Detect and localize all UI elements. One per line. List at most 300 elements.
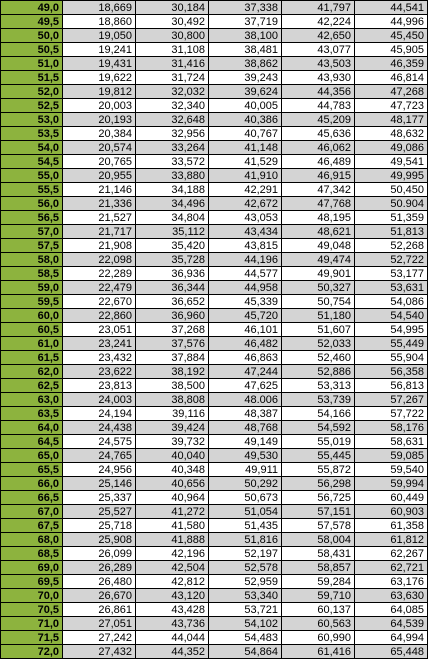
table-row	[1, 505, 428, 519]
value-cell: 41,910	[209, 169, 282, 183]
value-cell: 39,732	[136, 435, 209, 449]
value-cell: 49,086	[355, 141, 428, 155]
value-cell: 37,338	[209, 1, 282, 15]
value-cell: 44,044	[136, 631, 209, 645]
value-cell: 52,959	[209, 575, 282, 589]
value-cell: 36,936	[136, 267, 209, 281]
value-cell: 51,359	[355, 211, 428, 225]
row-key-cell: 49,0	[1, 1, 63, 15]
value-cell: 64,994	[355, 631, 428, 645]
value-cell: 44,352	[136, 645, 209, 659]
value-cell: 20,955	[63, 169, 136, 183]
value-cell: 51,607	[282, 323, 355, 337]
row-key-cell: 67,5	[1, 519, 63, 533]
table-row	[1, 393, 428, 407]
value-cell: 52,722	[355, 253, 428, 267]
value-cell: 20,384	[63, 127, 136, 141]
value-cell: 41,797	[282, 1, 355, 15]
value-cell: 51,435	[209, 519, 282, 533]
value-cell: 58,431	[282, 547, 355, 561]
value-cell: 46,489	[282, 155, 355, 169]
row-key-cell: 56,0	[1, 197, 63, 211]
value-cell: 43,930	[282, 71, 355, 85]
value-cell: 24,438	[63, 421, 136, 435]
value-cell: 34,188	[136, 183, 209, 197]
table-row	[1, 155, 428, 169]
row-key-cell: 60,5	[1, 323, 63, 337]
value-cell: 53,631	[355, 281, 428, 295]
conversion-table-body	[1, 1, 428, 659]
value-cell: 48,387	[209, 407, 282, 421]
value-cell: 56,813	[355, 379, 428, 393]
value-cell: 54,864	[209, 645, 282, 659]
value-cell: 55,445	[282, 449, 355, 463]
row-key-cell: 52,0	[1, 85, 63, 99]
table-row	[1, 141, 428, 155]
value-cell: 51,813	[355, 225, 428, 239]
table-row	[1, 435, 428, 449]
value-cell: 57,722	[355, 407, 428, 421]
row-key-cell: 67,0	[1, 505, 63, 519]
value-cell: 40,386	[209, 113, 282, 127]
row-key-cell: 72,0	[1, 645, 63, 659]
value-cell: 55,904	[355, 351, 428, 365]
row-key-cell: 55,5	[1, 183, 63, 197]
value-cell: 42,650	[282, 29, 355, 43]
value-cell: 41,888	[136, 533, 209, 547]
value-cell: 24,956	[63, 463, 136, 477]
value-cell: 20,193	[63, 113, 136, 127]
value-cell: 19,622	[63, 71, 136, 85]
value-cell: 44,577	[209, 267, 282, 281]
row-key-cell: 70,5	[1, 603, 63, 617]
value-cell: 46,482	[209, 337, 282, 351]
row-key-cell: 54,0	[1, 141, 63, 155]
value-cell: 50,673	[209, 491, 282, 505]
table-row	[1, 29, 428, 43]
table-row	[1, 99, 428, 113]
value-cell: 37,719	[209, 15, 282, 29]
row-key-cell: 52,5	[1, 99, 63, 113]
table-row	[1, 519, 428, 533]
value-cell: 47,244	[209, 365, 282, 379]
value-cell: 49,474	[282, 253, 355, 267]
value-cell: 35,728	[136, 253, 209, 267]
value-cell: 51,816	[209, 533, 282, 547]
row-key-cell: 65,0	[1, 449, 63, 463]
value-cell: 38,481	[209, 43, 282, 57]
value-cell: 20,574	[63, 141, 136, 155]
value-cell: 45,720	[209, 309, 282, 323]
value-cell: 30,800	[136, 29, 209, 43]
row-key-cell: 64,0	[1, 421, 63, 435]
table-row	[1, 309, 428, 323]
value-cell: 48,195	[282, 211, 355, 225]
value-cell: 40,656	[136, 477, 209, 491]
row-key-cell: 70,0	[1, 589, 63, 603]
row-key-cell: 71,0	[1, 617, 63, 631]
value-cell: 54,483	[209, 631, 282, 645]
value-cell: 60,449	[355, 491, 428, 505]
table-row	[1, 15, 428, 29]
table-row	[1, 113, 428, 127]
value-cell: 58,176	[355, 421, 428, 435]
row-key-cell: 59,5	[1, 295, 63, 309]
value-cell: 21,527	[63, 211, 136, 225]
row-key-cell: 69,0	[1, 561, 63, 575]
row-key-cell: 68,0	[1, 533, 63, 547]
row-key-cell: 53,5	[1, 127, 63, 141]
value-cell: 21,146	[63, 183, 136, 197]
value-cell: 56,298	[282, 477, 355, 491]
value-cell: 64,539	[355, 617, 428, 631]
value-cell: 27,432	[63, 645, 136, 659]
row-key-cell: 54,5	[1, 155, 63, 169]
row-key-cell: 61,0	[1, 337, 63, 351]
value-cell: 44,196	[209, 253, 282, 267]
value-cell: 26,480	[63, 575, 136, 589]
row-key-cell: 57,0	[1, 225, 63, 239]
value-cell: 59,710	[282, 589, 355, 603]
table-row	[1, 239, 428, 253]
value-cell: 36,960	[136, 309, 209, 323]
value-cell: 20,003	[63, 99, 136, 113]
value-cell: 34,804	[136, 211, 209, 225]
value-cell: 57,267	[355, 393, 428, 407]
value-cell: 25,337	[63, 491, 136, 505]
value-cell: 22,479	[63, 281, 136, 295]
table-row	[1, 449, 428, 463]
value-cell: 43,815	[209, 239, 282, 253]
row-key-cell: 63,5	[1, 407, 63, 421]
value-cell: 43,736	[136, 617, 209, 631]
value-cell: 49,911	[209, 463, 282, 477]
row-key-cell: 49,5	[1, 15, 63, 29]
value-cell: 52,578	[209, 561, 282, 575]
value-cell: 46,863	[209, 351, 282, 365]
table-row	[1, 323, 428, 337]
value-cell: 59,540	[355, 463, 428, 477]
value-cell: 22,098	[63, 253, 136, 267]
value-cell: 46,359	[355, 57, 428, 71]
row-key-cell: 60,0	[1, 309, 63, 323]
value-cell: 50.904	[355, 197, 428, 211]
value-cell: 38,192	[136, 365, 209, 379]
value-cell: 39,624	[209, 85, 282, 99]
table-row	[1, 477, 428, 491]
value-cell: 62,721	[355, 561, 428, 575]
row-key-cell: 66,5	[1, 491, 63, 505]
table-row	[1, 463, 428, 477]
value-cell: 42,672	[209, 197, 282, 211]
table-row	[1, 183, 428, 197]
row-key-cell: 51,0	[1, 57, 63, 71]
value-cell: 39,116	[136, 407, 209, 421]
value-cell: 43,120	[136, 589, 209, 603]
value-cell: 19,812	[63, 85, 136, 99]
value-cell: 63,630	[355, 589, 428, 603]
table-row	[1, 379, 428, 393]
value-cell: 38,808	[136, 393, 209, 407]
value-cell: 52,197	[209, 547, 282, 561]
value-cell: 41,148	[209, 141, 282, 155]
table-row	[1, 491, 428, 505]
table-row	[1, 365, 428, 379]
table-row	[1, 71, 428, 85]
value-cell: 44,783	[282, 99, 355, 113]
value-cell: 59,994	[355, 477, 428, 491]
table-row	[1, 127, 428, 141]
value-cell: 46,814	[355, 71, 428, 85]
row-key-cell: 57,5	[1, 239, 63, 253]
value-cell: 53,313	[282, 379, 355, 393]
value-cell: 41,580	[136, 519, 209, 533]
value-cell: 46,915	[282, 169, 355, 183]
row-key-cell: 59,0	[1, 281, 63, 295]
value-cell: 41,272	[136, 505, 209, 519]
table-row	[1, 57, 428, 71]
row-key-cell: 66,0	[1, 477, 63, 491]
value-cell: 36,652	[136, 295, 209, 309]
value-cell: 43,434	[209, 225, 282, 239]
value-cell: 45,339	[209, 295, 282, 309]
row-key-cell: 56,5	[1, 211, 63, 225]
value-cell: 40,348	[136, 463, 209, 477]
value-cell: 50,754	[282, 295, 355, 309]
value-cell: 42,224	[282, 15, 355, 29]
table-row	[1, 617, 428, 631]
value-cell: 45,450	[355, 29, 428, 43]
table-row	[1, 43, 428, 57]
value-cell: 44,356	[282, 85, 355, 99]
value-cell: 42,504	[136, 561, 209, 575]
value-cell: 48.006	[209, 393, 282, 407]
table-row	[1, 603, 428, 617]
value-cell: 56,725	[282, 491, 355, 505]
value-cell: 23,241	[63, 337, 136, 351]
row-key-cell: 50,5	[1, 43, 63, 57]
value-cell: 53,340	[209, 589, 282, 603]
row-key-cell: 65,5	[1, 463, 63, 477]
value-cell: 55,449	[355, 337, 428, 351]
value-cell: 59,284	[282, 575, 355, 589]
value-cell: 33,264	[136, 141, 209, 155]
value-cell: 61,812	[355, 533, 428, 547]
value-cell: 54,540	[355, 309, 428, 323]
table-row	[1, 421, 428, 435]
value-cell: 31,108	[136, 43, 209, 57]
value-cell: 25,146	[63, 477, 136, 491]
row-key-cell: 50,0	[1, 29, 63, 43]
table-row	[1, 589, 428, 603]
table-row	[1, 85, 428, 99]
value-cell: 55,019	[282, 435, 355, 449]
value-cell: 64,085	[355, 603, 428, 617]
table-row	[1, 575, 428, 589]
row-key-cell: 71,5	[1, 631, 63, 645]
value-cell: 22,289	[63, 267, 136, 281]
value-cell: 47,768	[282, 197, 355, 211]
value-cell: 43,077	[282, 43, 355, 57]
value-cell: 38,500	[136, 379, 209, 393]
value-cell: 49,149	[209, 435, 282, 449]
value-cell: 42,291	[209, 183, 282, 197]
row-key-cell: 51,5	[1, 71, 63, 85]
value-cell: 37,884	[136, 351, 209, 365]
table-row	[1, 561, 428, 575]
value-cell: 53,721	[209, 603, 282, 617]
value-cell: 21,908	[63, 239, 136, 253]
value-cell: 52,460	[282, 351, 355, 365]
table-row	[1, 253, 428, 267]
table-row	[1, 1, 428, 15]
value-cell: 24,003	[63, 393, 136, 407]
value-cell: 32,956	[136, 127, 209, 141]
value-cell: 49,530	[209, 449, 282, 463]
value-cell: 57,151	[282, 505, 355, 519]
table-row	[1, 645, 428, 659]
value-cell: 25,718	[63, 519, 136, 533]
value-cell: 24,765	[63, 449, 136, 463]
value-cell: 24,575	[63, 435, 136, 449]
value-cell: 43,428	[136, 603, 209, 617]
table-row	[1, 225, 428, 239]
value-cell: 37,268	[136, 323, 209, 337]
value-cell: 42,196	[136, 547, 209, 561]
value-cell: 63,176	[355, 575, 428, 589]
value-cell: 22,670	[63, 295, 136, 309]
value-cell: 27,051	[63, 617, 136, 631]
table-row	[1, 267, 428, 281]
value-cell: 49,901	[282, 267, 355, 281]
row-key-cell: 62,5	[1, 379, 63, 393]
value-cell: 33,880	[136, 169, 209, 183]
value-cell: 65,448	[355, 645, 428, 659]
table-row	[1, 533, 428, 547]
table-row	[1, 407, 428, 421]
value-cell: 54,086	[355, 295, 428, 309]
value-cell: 44,996	[355, 15, 428, 29]
value-cell: 44,541	[355, 1, 428, 15]
value-cell: 61,358	[355, 519, 428, 533]
value-cell: 48,621	[282, 225, 355, 239]
value-cell: 21,336	[63, 197, 136, 211]
value-cell: 54,166	[282, 407, 355, 421]
value-cell: 50,292	[209, 477, 282, 491]
value-cell: 39,243	[209, 71, 282, 85]
value-cell: 49,995	[355, 169, 428, 183]
value-cell: 51,054	[209, 505, 282, 519]
value-cell: 32,032	[136, 85, 209, 99]
value-cell: 59,085	[355, 449, 428, 463]
value-cell: 30,184	[136, 1, 209, 15]
value-cell: 26,670	[63, 589, 136, 603]
value-cell: 51,180	[282, 309, 355, 323]
value-cell: 22,860	[63, 309, 136, 323]
value-cell: 27,242	[63, 631, 136, 645]
table-row	[1, 295, 428, 309]
value-cell: 55,872	[282, 463, 355, 477]
value-cell: 45,209	[282, 113, 355, 127]
value-cell: 26,099	[63, 547, 136, 561]
value-cell: 43,053	[209, 211, 282, 225]
row-key-cell: 58,0	[1, 253, 63, 267]
value-cell: 46,101	[209, 323, 282, 337]
value-cell: 20,765	[63, 155, 136, 169]
table-row	[1, 351, 428, 365]
value-cell: 18,860	[63, 15, 136, 29]
row-key-cell: 62,0	[1, 365, 63, 379]
value-cell: 21,717	[63, 225, 136, 239]
value-cell: 35,420	[136, 239, 209, 253]
table-row	[1, 169, 428, 183]
value-cell: 52,886	[282, 365, 355, 379]
value-cell: 47,723	[355, 99, 428, 113]
value-cell: 62,267	[355, 547, 428, 561]
row-key-cell: 69,5	[1, 575, 63, 589]
value-cell: 46,062	[282, 141, 355, 155]
value-cell: 40,767	[209, 127, 282, 141]
value-cell: 58,857	[282, 561, 355, 575]
row-key-cell: 55,0	[1, 169, 63, 183]
value-cell: 58,004	[282, 533, 355, 547]
value-cell: 23,813	[63, 379, 136, 393]
value-cell: 19,241	[63, 43, 136, 57]
value-cell: 43,503	[282, 57, 355, 71]
value-cell: 33,572	[136, 155, 209, 169]
value-cell: 41,529	[209, 155, 282, 169]
value-cell: 48,768	[209, 421, 282, 435]
value-cell: 32,648	[136, 113, 209, 127]
row-key-cell: 63,0	[1, 393, 63, 407]
value-cell: 53,739	[282, 393, 355, 407]
row-key-cell: 61,5	[1, 351, 63, 365]
value-cell: 26,289	[63, 561, 136, 575]
row-key-cell: 58,5	[1, 267, 63, 281]
table-row	[1, 547, 428, 561]
value-cell: 45,636	[282, 127, 355, 141]
value-cell: 38,100	[209, 29, 282, 43]
value-cell: 54,995	[355, 323, 428, 337]
value-cell: 39,424	[136, 421, 209, 435]
value-cell: 32,340	[136, 99, 209, 113]
value-cell: 52,268	[355, 239, 428, 253]
value-cell: 48,632	[355, 127, 428, 141]
value-cell: 30,492	[136, 15, 209, 29]
table-row	[1, 631, 428, 645]
table-row	[1, 211, 428, 225]
value-cell: 53,177	[355, 267, 428, 281]
value-cell: 57,578	[282, 519, 355, 533]
value-cell: 31,724	[136, 71, 209, 85]
value-cell: 50,450	[355, 183, 428, 197]
table-row	[1, 281, 428, 295]
value-cell: 19,050	[63, 29, 136, 43]
value-cell: 47,342	[282, 183, 355, 197]
value-cell: 44,958	[209, 281, 282, 295]
value-cell: 25,908	[63, 533, 136, 547]
value-cell: 23,051	[63, 323, 136, 337]
value-cell: 50,327	[282, 281, 355, 295]
row-key-cell: 68,5	[1, 547, 63, 561]
table-row	[1, 197, 428, 211]
value-cell: 60,563	[282, 617, 355, 631]
value-cell: 42,812	[136, 575, 209, 589]
value-cell: 54,102	[209, 617, 282, 631]
value-cell: 49,541	[355, 155, 428, 169]
value-cell: 45,905	[355, 43, 428, 57]
value-cell: 52,033	[282, 337, 355, 351]
